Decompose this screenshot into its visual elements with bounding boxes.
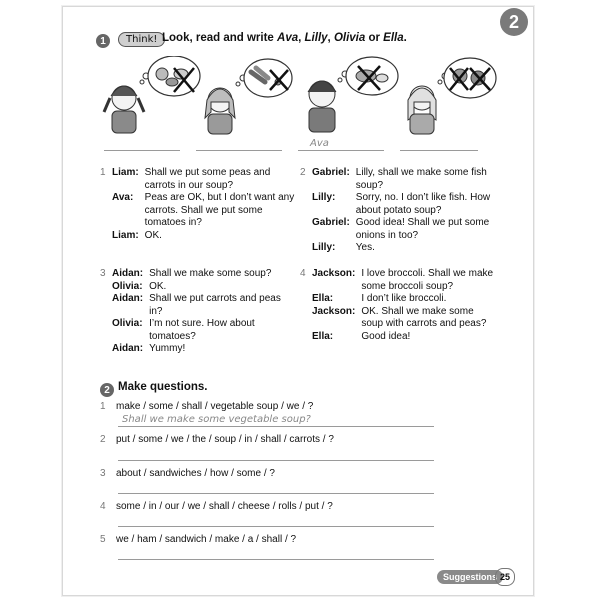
answer-line-1[interactable] xyxy=(104,150,180,151)
answer-line-q5[interactable] xyxy=(118,559,434,560)
line-text: Good idea! Shall we put some onions in too? xyxy=(355,217,490,241)
speaker: Gabriel: xyxy=(312,217,350,228)
question-row-4 xyxy=(100,501,333,512)
speaker: Aidan: xyxy=(112,293,144,304)
question-prompt: make / some / shall / vegetable soup / we / ? xyxy=(116,401,314,412)
speaker: Lilly: xyxy=(312,242,336,253)
answer-line-3[interactable] xyxy=(298,150,384,151)
question-number: 5 xyxy=(100,534,106,545)
dialogue-number: 4 xyxy=(300,268,306,279)
speaker: Ella: xyxy=(312,293,334,304)
question-row-2 xyxy=(100,434,334,445)
speaker: Jackson: xyxy=(312,268,356,279)
line-text: Shall we put carrots and peas in? xyxy=(149,293,281,317)
answer-line-q4[interactable] xyxy=(118,526,434,527)
line-text: Yummy! xyxy=(149,343,186,354)
answer-line-q1[interactable] xyxy=(118,426,434,427)
question-number: 2 xyxy=(100,434,106,445)
question-prompt: some / in / our / we / shall / cheese / rolls / put / ? xyxy=(116,501,333,512)
name-lilly: Lilly xyxy=(304,32,328,44)
speaker: Jackson: xyxy=(312,305,356,317)
line-text: Shall we put some peas and carrots in our soup? xyxy=(144,167,271,191)
example-answer: Ava xyxy=(310,138,329,149)
question-row-3 xyxy=(100,468,275,479)
question-prompt: put / some / we / the / soup / in / shall / carrots / ? xyxy=(116,434,334,445)
line-text: I love broccoli. Shall we make some broccoli soup? xyxy=(361,268,494,292)
line-text: Shall we make some soup? xyxy=(149,268,272,279)
dialogue-3 xyxy=(100,268,290,356)
exercise-2-number: 2 xyxy=(100,383,114,397)
dialogue-4 xyxy=(300,268,496,343)
speaker: Liam: xyxy=(112,229,139,241)
line-text: I don’t like broccoli. xyxy=(361,293,447,304)
speaker: Ella: xyxy=(312,330,334,342)
speaker: Lilly: xyxy=(312,192,336,203)
dialogue-number: 1 xyxy=(100,167,106,178)
question-row-1 xyxy=(100,401,313,412)
speaker: Liam: xyxy=(112,167,139,178)
question-number: 3 xyxy=(100,468,106,479)
answer-line-2[interactable] xyxy=(196,150,282,151)
kid-1-illustration xyxy=(104,56,200,133)
line-text: I’m not sure. How about tomatoes? xyxy=(149,318,255,342)
speaker: Gabriel: xyxy=(312,167,350,178)
think-label: Think! xyxy=(118,32,165,47)
question-row-5 xyxy=(100,534,296,545)
speaker: Ava: xyxy=(112,192,134,203)
answer-line-4[interactable] xyxy=(400,150,478,151)
speaker: Aidan: xyxy=(112,343,144,354)
line-text: Lilly, shall we make some fish soup? xyxy=(355,167,487,191)
question-prompt: we / ham / sandwich / make / a / shall / ? xyxy=(116,534,297,545)
exercise-2-title: Make questions. xyxy=(118,381,208,393)
line-text: Good idea! xyxy=(361,330,411,342)
kid-3-illustration xyxy=(308,57,398,132)
dialogue-number: 3 xyxy=(100,268,106,279)
answer-1-text: Shall we make some vegetable soup? xyxy=(122,414,311,425)
line-text: OK. xyxy=(149,280,167,292)
question-number: 4 xyxy=(100,501,106,512)
section-label: Suggestions xyxy=(437,570,503,584)
dialogue-2 xyxy=(300,167,496,255)
line-text: Sorry, no. I don’t like fish. How about potato soup? xyxy=(355,192,491,216)
unit-badge: 2 xyxy=(500,8,528,36)
question-number: 1 xyxy=(100,401,106,412)
speaker: Olivia: xyxy=(112,280,143,292)
kid-2-illustration xyxy=(205,59,292,134)
exercise-1-number: 1 xyxy=(96,34,110,48)
line-text: OK. xyxy=(144,229,162,241)
dialogue-1 xyxy=(100,167,300,242)
name-olivia: Olivia xyxy=(333,32,366,44)
answer-line-q2[interactable] xyxy=(118,460,434,461)
speaker: Olivia: xyxy=(112,318,143,329)
dialogue-number: 2 xyxy=(300,167,306,178)
question-prompt: about / sandwiches / how / some / ? xyxy=(116,468,275,479)
name-ella: Ella xyxy=(383,32,404,44)
line-text: Yes. xyxy=(355,242,375,253)
kid-4-illustration xyxy=(408,58,496,134)
line-text: OK. Shall we make some soup with carrots and peas? xyxy=(361,305,487,329)
speaker: Aidan: xyxy=(112,268,144,279)
page-number: 25 xyxy=(495,568,515,586)
answer-line-q3[interactable] xyxy=(118,493,434,494)
name-ava: Ava xyxy=(277,32,299,44)
exercise-1-instruction: Look, read and write Ava, Lilly, Olivia or Ella. xyxy=(162,32,407,44)
line-text: Peas are OK, but I don’t want any carrots. Shall we put some tomatoes in? xyxy=(144,192,295,228)
kids-illustration xyxy=(96,56,500,148)
